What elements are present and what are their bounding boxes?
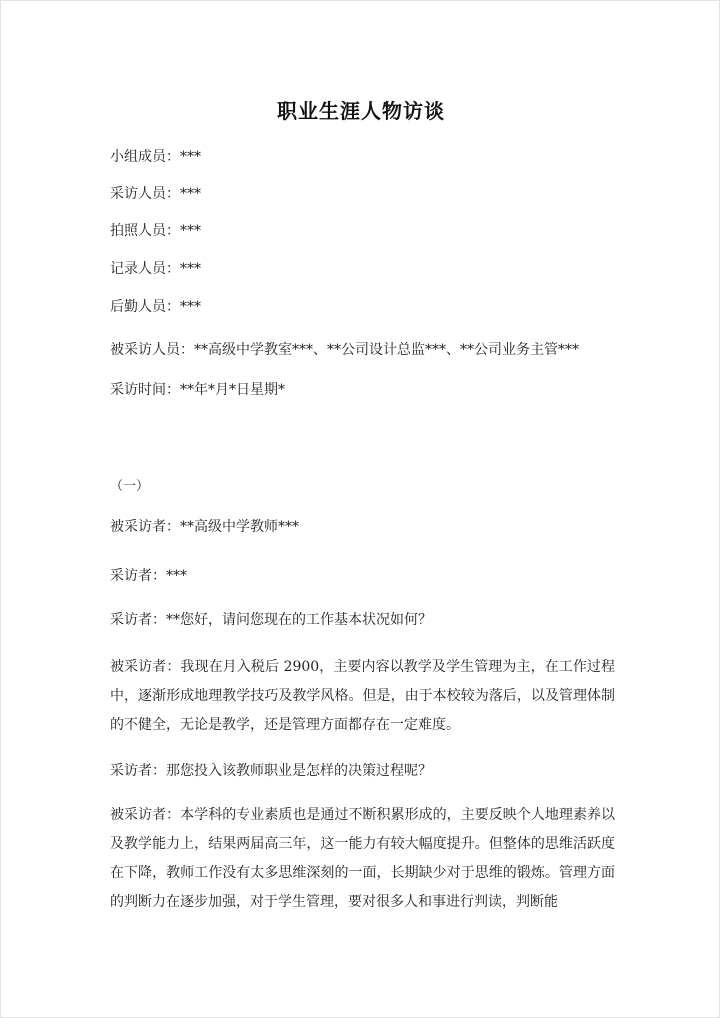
- logistics-line: 后勤人员：***: [110, 299, 201, 315]
- group-members-line: 小组成员：***: [110, 149, 201, 165]
- dialogue-question-2: 采访者：那您投入该教师职业是怎样的决策过程呢？: [110, 763, 432, 779]
- photographer-line: 拍照人员：***: [110, 223, 201, 239]
- dialogue-answer-1: 被采访者：我现在月入税后 2900，主要内容以教学及学生管理为主，在工作过程中，逐渐形成地理教学技巧及教学风格。但是，由于本校较为落后，以及管理体制的不健全，无论是教学，还是管理方面都存在一定难度。: [110, 659, 615, 733]
- recorder-line: 记录人员：***: [110, 261, 201, 277]
- section-interviewee: 被采访者：**高级中学教师***: [110, 519, 299, 535]
- interviewees-line: 被采访人员：**高级中学教室***、**公司设计总监***、**公司业务主管***: [110, 342, 579, 358]
- interviewer-staff-line: 采访人员：***: [110, 186, 201, 202]
- interview-time-line: 采访时间：**年*月*日星期*: [110, 382, 285, 398]
- section-interviewer: 采访者：***: [110, 568, 187, 584]
- section-number: （一）: [110, 479, 150, 494]
- document-title: 职业生涯人物访谈: [277, 99, 445, 123]
- dialogue-answer-2: 被采访者：本学科的专业素质也是通过不断积累形成的，主要反映个人地理素养以及教学能力上，结果两届高三年，这一能力有较大幅度提升。但整体的思维活跃度在下降，教师工作没有太多思维深刻的一面，长期缺少对于思维的锻炼。管理方面的判断力在逐步加强，对于学生管理，要对很多人和事进行判读，判断能: [110, 807, 615, 910]
- dialogue-question-1: 采访者：**您好，请问您现在的工作基本状况如何？: [110, 612, 432, 628]
